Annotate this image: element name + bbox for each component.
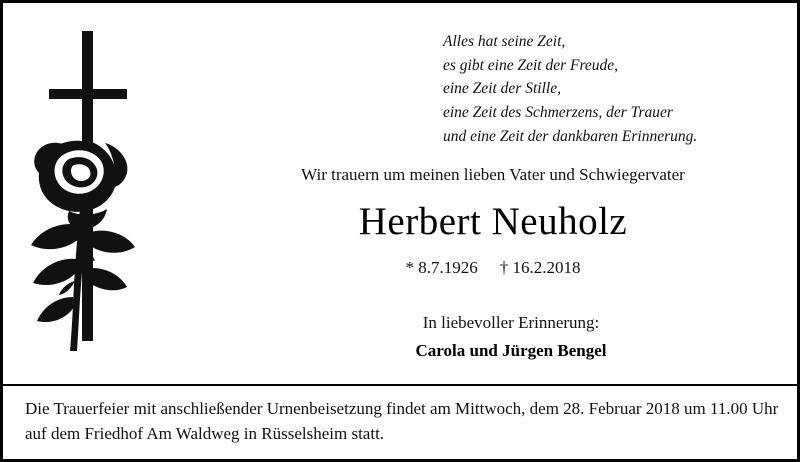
death-date: † 16.2.2018 xyxy=(499,258,581,277)
cross-crossbar-icon xyxy=(49,89,127,99)
cross-and-rose-graphic xyxy=(11,11,191,381)
rose-icon xyxy=(17,129,167,359)
life-dates xyxy=(193,258,793,278)
birth-date: * 8.7.1926 xyxy=(405,258,478,277)
horizontal-divider xyxy=(3,384,797,386)
deceased-name: Herbert Neuholz xyxy=(358,200,628,243)
poem-block xyxy=(443,30,773,149)
survivors-names: Carola und Jürgen Bengel xyxy=(415,341,607,360)
memoriam-line: In liebevoller Erinnerung: xyxy=(422,313,600,332)
poem-line-4: eine Zeit des Schmerzens, der Trauer xyxy=(443,104,673,122)
poem-line-3: eine Zeit der Stille, xyxy=(443,80,561,98)
poem-line-5: und eine Zeit der dankbaren Erinnerung. xyxy=(443,127,698,145)
funeral-service-details: Die Trauerfeier mit anschließender Urnenbeisetzung findet am Mittwoch, dem 28. Februar 2018 um 11.00 Uhr auf dem Friedhof Am Waldweg in Rüsselsheim statt. xyxy=(25,399,779,443)
mourning-intro-text: Wir trauern um meinen lieben Vater und Schwiegervater xyxy=(301,165,685,184)
poem-line-2: es gibt eine Zeit der Freude, xyxy=(443,56,619,74)
poem-line-1: Alles hat seine Zeit, xyxy=(443,33,566,50)
